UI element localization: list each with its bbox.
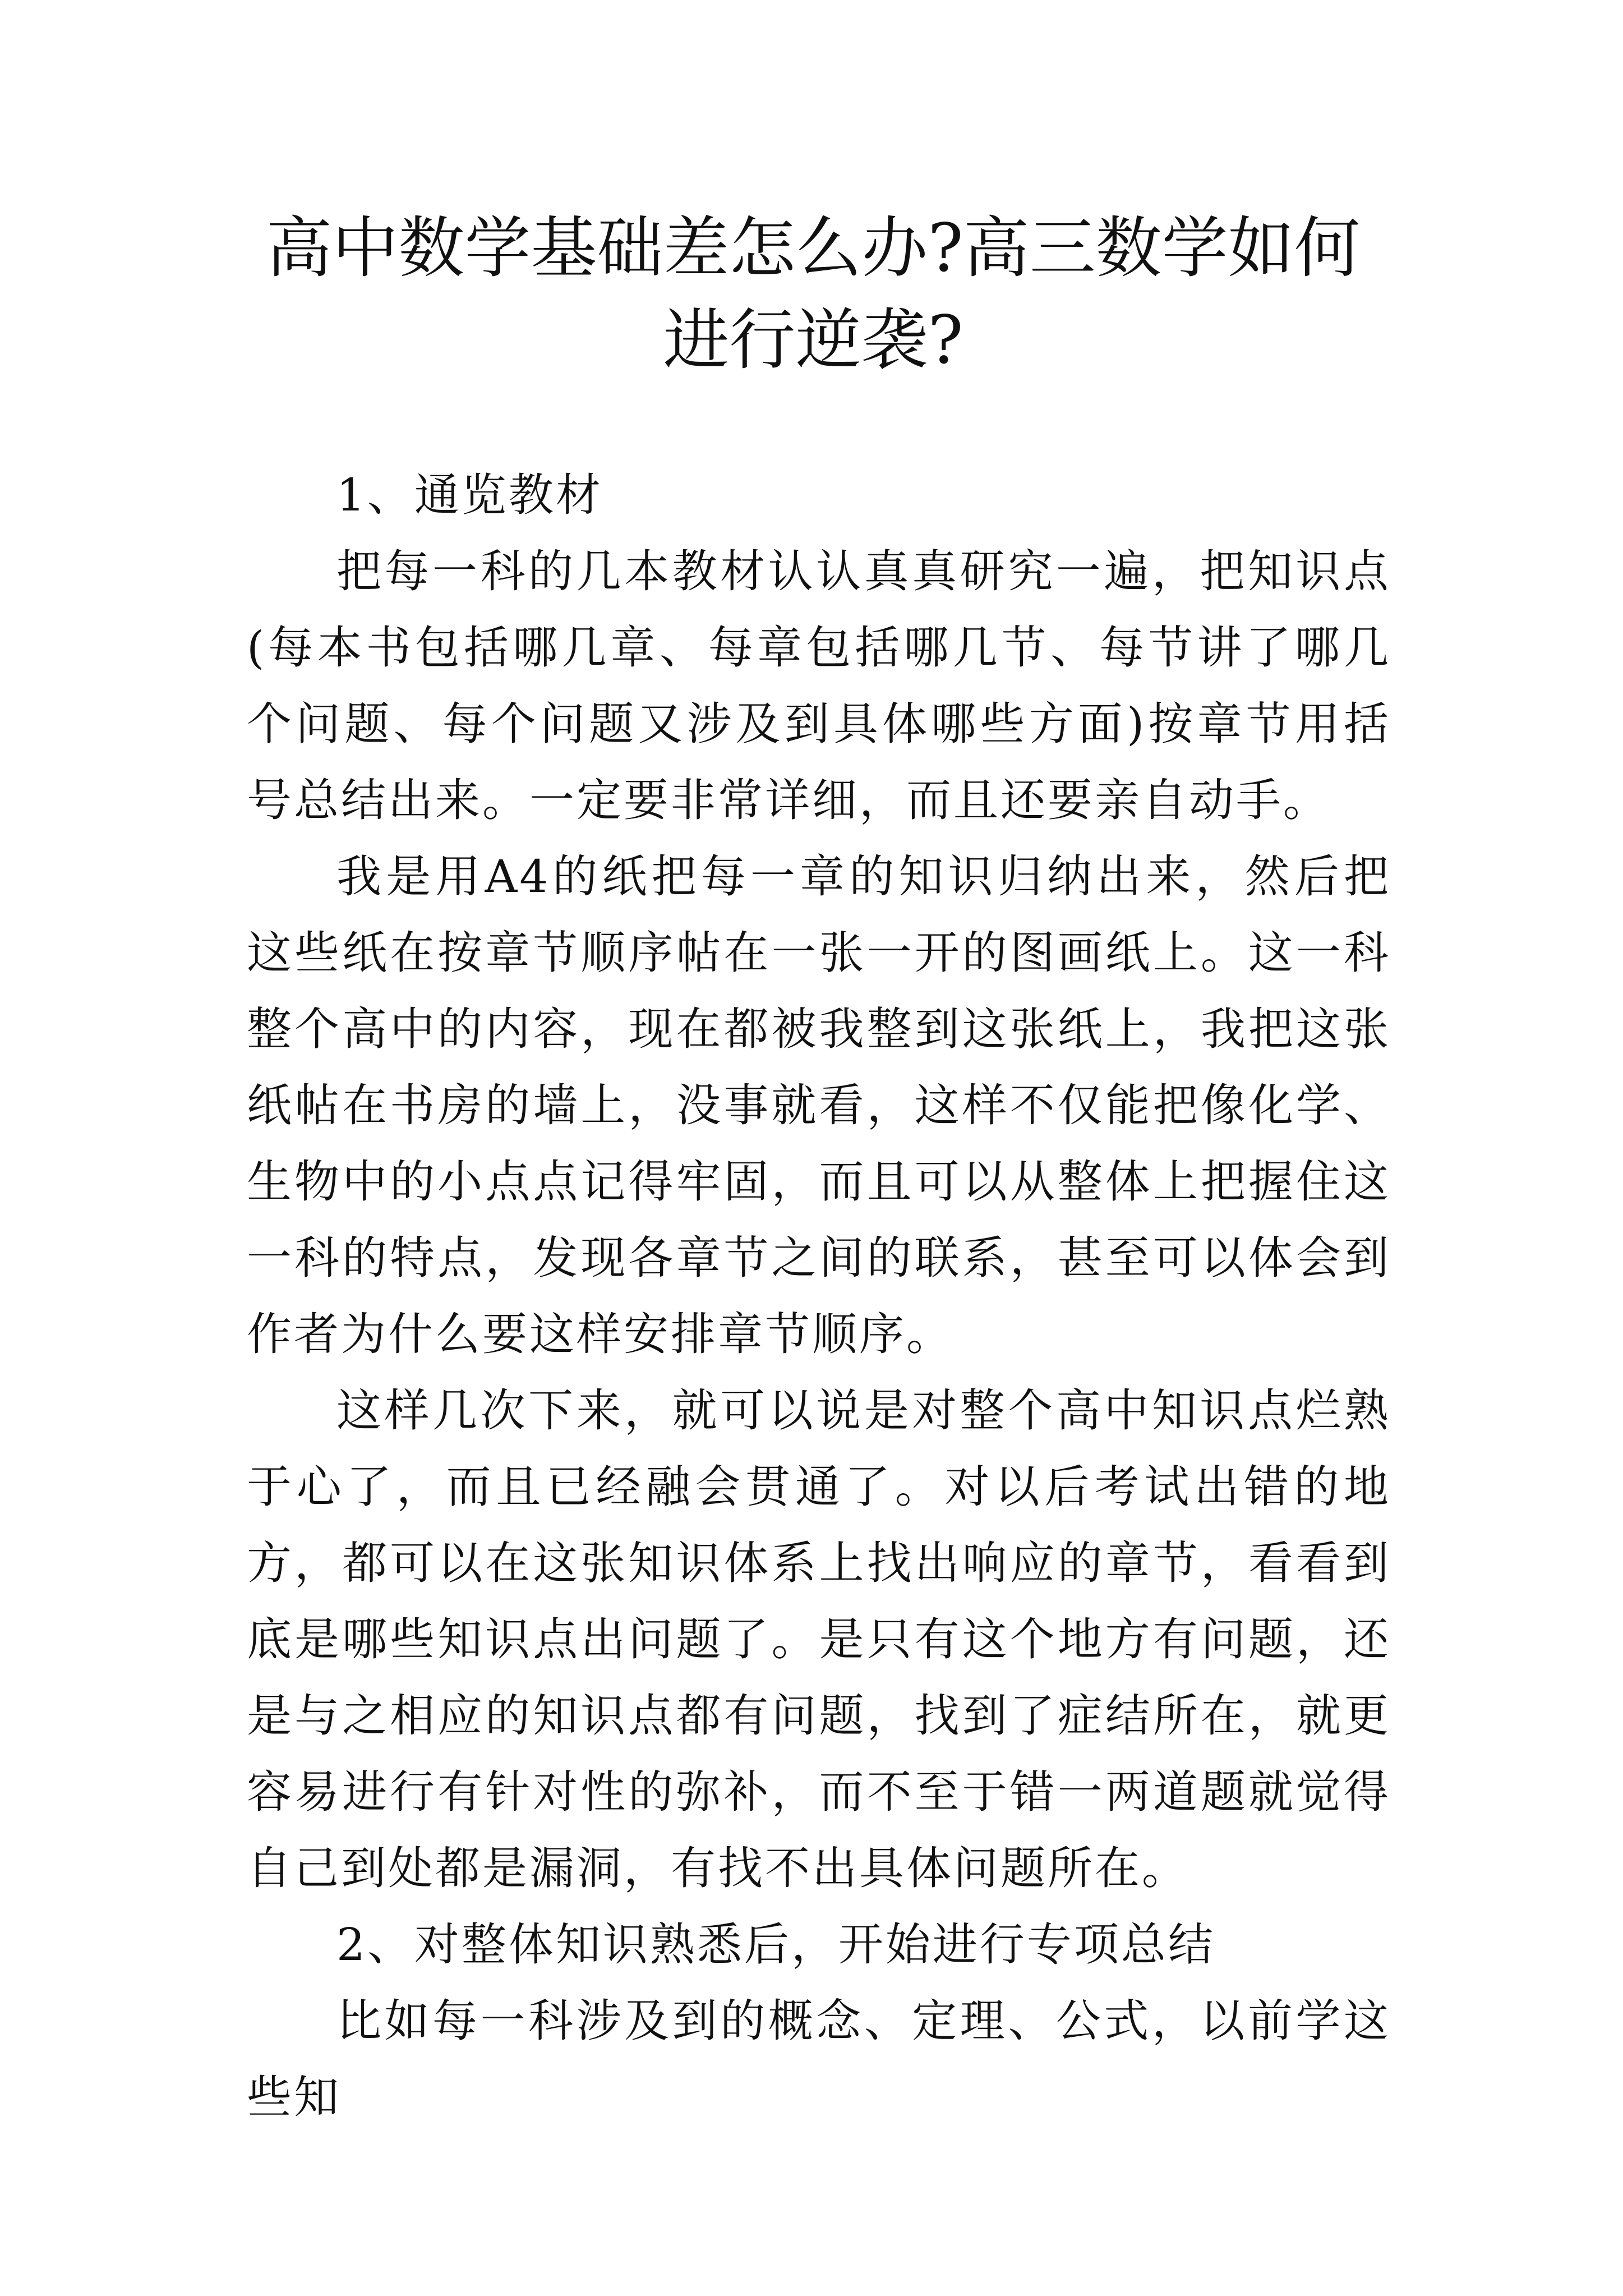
paragraph-heading-2: 2、对整体知识熟悉后，开始进行专项总结 [336, 1918, 1215, 1971]
paragraph: 把每一科的几本教材认认真真研究一遍，把知识点(每本书包括哪几章、每章包括哪几节、每节讲了哪几个问题、每个问题又涉及到具体哪些方面)按章节用括号总结出来。一定要非常详细，而且还要亲自动手。 [247, 545, 1391, 826]
paragraph: 这样几次下来，就可以说是对整个高中知识点烂熟于心了，而且已经融会贯通了。对以后考试出错的地方，都可以在这张知识体系上找出响应的章节，看看到底是哪些知识点出问题了。是只有这个地方有问题，还是与之相应的知识点都有问题，找到了症结所在，就更容易进行有针对性的弥补，而不至于错一两道题就觉得自己到处都是漏洞，有找不出具体问题所在。 [247, 1384, 1391, 1894]
paragraph: 我是用A4的纸把每一章的知识归纳出来，然后把这些纸在按章节顺序帖在一张一开的图画纸上。这一科整个高中的内容，现在都被我整到这张纸上，我把这张纸帖在书房的墙上，没事就看，这样不仅能把像化学、生物中的小点点记得牢固，而且可以从整体上把握住这一科的特点，发现各章节之间的联系，甚至可以体会到作者为什么要这样安排章节顺序。 [247, 850, 1391, 1360]
document-body [247, 457, 1391, 2136]
paragraph: 比如每一科涉及到的概念、定理、公式，以前学这些知 [247, 1995, 1391, 2123]
paragraph-heading-1: 1、通览教材 [336, 469, 603, 521]
document-title: 高中数学基础差怎么办?高三数学如何进行逆袭? [266, 209, 1361, 379]
